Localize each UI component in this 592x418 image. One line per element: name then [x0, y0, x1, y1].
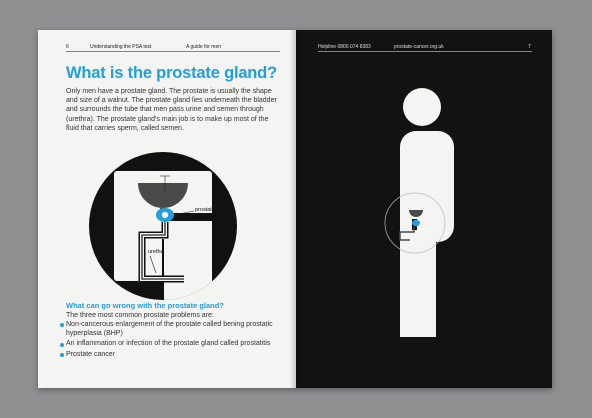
figure-head [403, 88, 441, 126]
website-text: prostate-cancer.org.uk [394, 44, 444, 50]
page-heading: What is the prostate gland? [66, 64, 277, 82]
right-page [296, 30, 552, 388]
intro-paragraph: Only men have a prostate gland. The prostate is usually the shape and size of a walnut. The prostate gland lies underneath the bladder and surrounds the tube that men pass urine and semen through (urethra). The prostate gland's main job is to make up most of the fluid that carries sperm, called semen. [66, 88, 277, 132]
prostate-label-line1: prostate [195, 207, 215, 213]
left-page [38, 30, 296, 388]
list-item: Prostate cancer [60, 351, 285, 360]
prostate-label-line2: gland [195, 214, 209, 220]
prostate-diagram [88, 151, 238, 301]
bullet-icon [60, 323, 64, 327]
helpline-text: Helpline 0800 074 8383 [318, 44, 371, 50]
bullet-icon [60, 343, 64, 347]
page-number-right: 7 [528, 44, 531, 50]
running-title: Understanding the PSA test [90, 44, 152, 50]
booklet-spread [38, 30, 552, 388]
page-number-left: 6 [66, 44, 69, 50]
list-item: An inflammation or infection of the prostate gland called prostatitis [60, 340, 285, 349]
figure-leg [400, 220, 436, 337]
list-item: Non-cancerous enlargement of the prostate called bening prostatic hyperplasia (BHP) [60, 321, 285, 339]
subheading: What can go wrong with the prostate gland? [66, 301, 224, 310]
man-figure-illustration [296, 30, 552, 388]
urethra-label: uretha [148, 249, 164, 255]
problems-list [60, 321, 285, 361]
section-title: A guide for men [186, 44, 222, 50]
prostate-diagram-graphic [88, 151, 238, 301]
list-intro: The three most common prostate problems are: [66, 312, 214, 319]
header-rule-left [66, 51, 280, 52]
bladder-label: bladder [150, 166, 169, 172]
bullet-icon [60, 353, 64, 357]
figure-prostate [412, 220, 420, 226]
